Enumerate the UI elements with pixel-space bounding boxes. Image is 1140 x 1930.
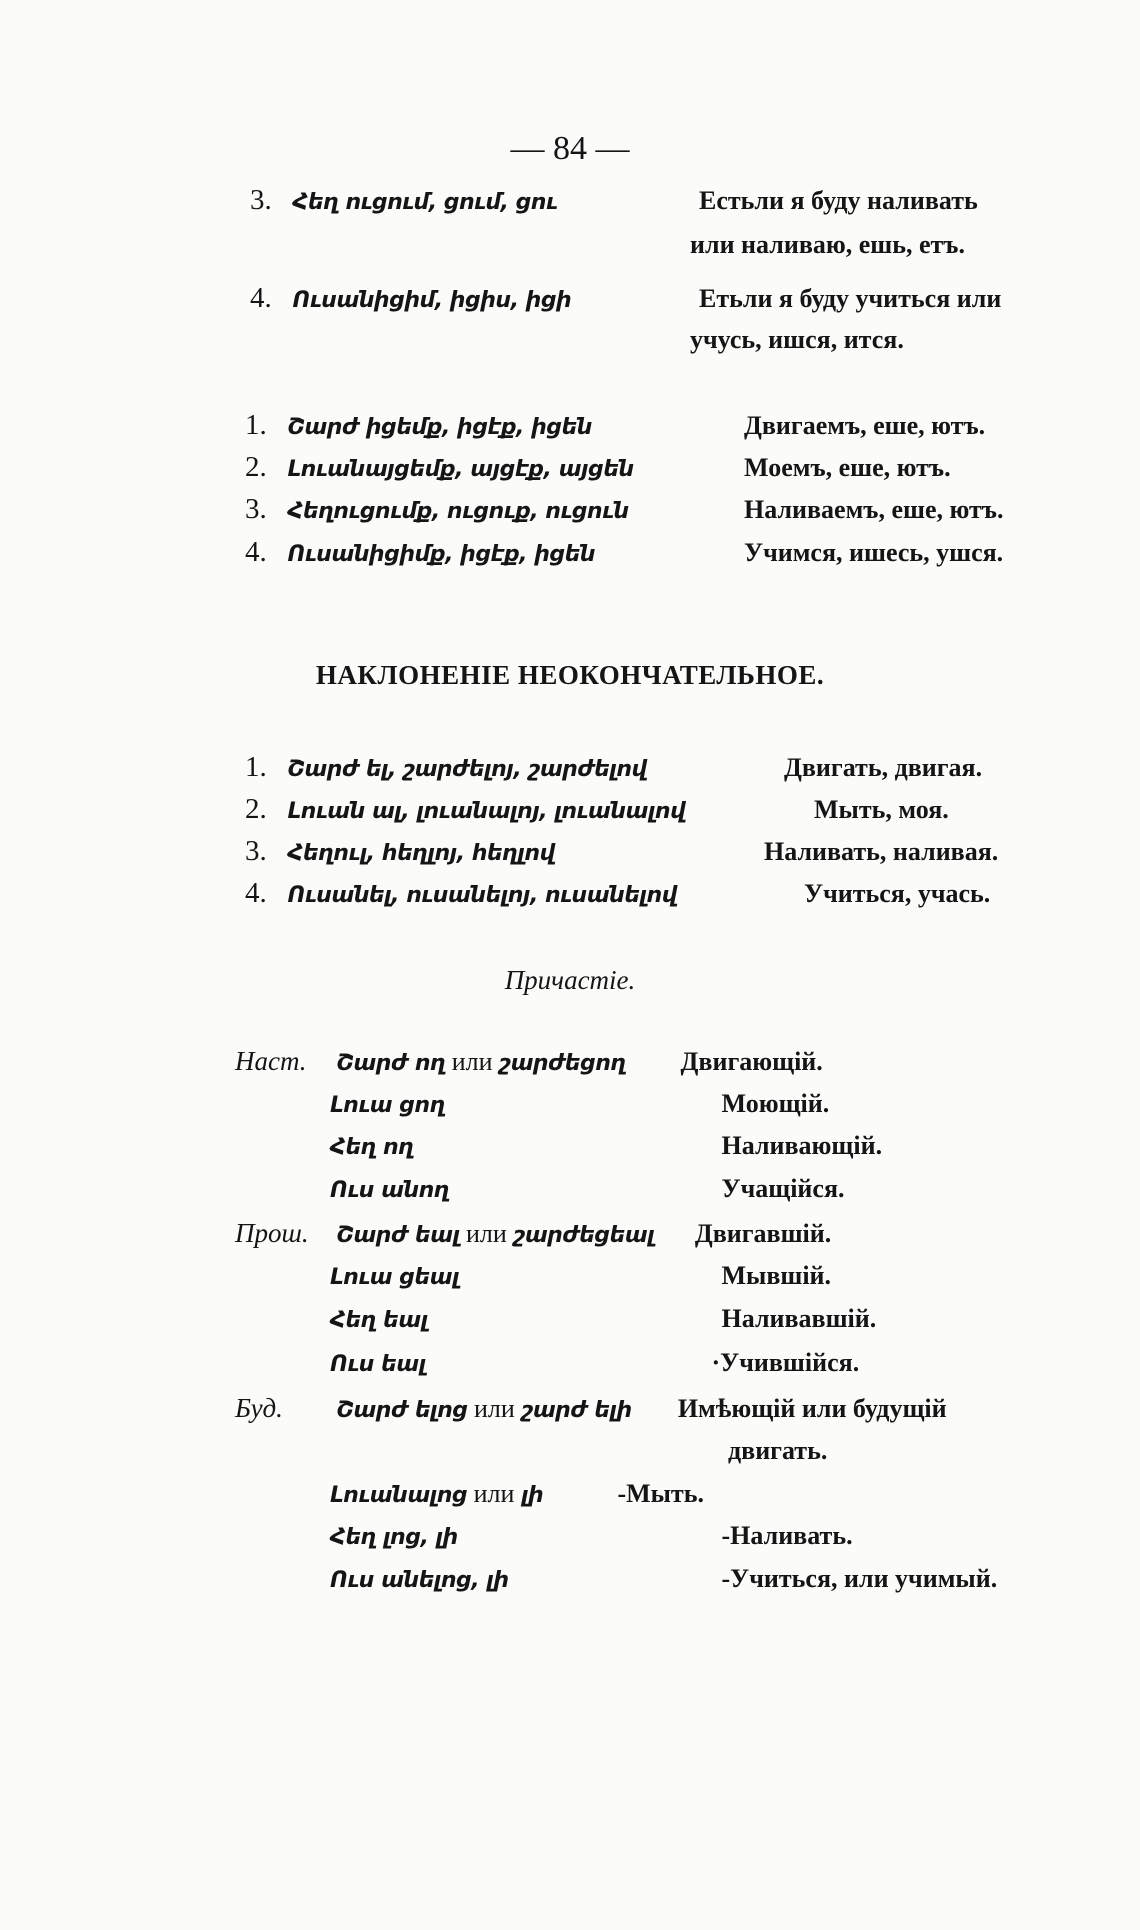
or-word: или <box>451 1047 493 1076</box>
conjugation-row <box>245 794 949 827</box>
participle-row <box>235 1218 831 1251</box>
russian-translation: Учимся, ишесь, ушся. <box>744 538 1004 567</box>
armenian-form: Լուա ցեալ <box>330 1265 460 1290</box>
russian-translation: Моющій. <box>721 1089 830 1118</box>
russian-translation: Двигаемъ, еше, ютъ. <box>744 411 986 440</box>
armenian-form-alt: շարժեցող <box>499 1051 626 1076</box>
russian-translation: Учащійся. <box>721 1174 845 1203</box>
conjugation-row <box>245 494 1003 527</box>
armenian-form: Հեղ լոց, լի <box>330 1525 458 1550</box>
row-number: 2. <box>245 451 267 483</box>
armenian-form: Լուա ցող <box>330 1093 445 1118</box>
armenian-form: Ուսանել, ուսանելոյ, ուսանելով <box>287 883 677 908</box>
russian-translation: Учиться, учась. <box>804 879 991 908</box>
armenian-form: Լուան ալ, լուանալոյ, լուանալով <box>287 799 686 824</box>
row-number: 1. <box>245 751 267 783</box>
participle-row <box>235 1046 823 1079</box>
participle-row <box>330 1089 829 1121</box>
row-number: 3. <box>250 184 272 216</box>
russian-translation: Наливающій. <box>721 1131 883 1160</box>
participle-row <box>330 1261 831 1293</box>
tense-label: Прош. <box>235 1218 309 1248</box>
russian-translation: -Учиться, или учимый. <box>721 1564 998 1593</box>
russian-translation: или наливаю, ешь, етъ. <box>690 230 965 259</box>
armenian-form: Շարժ ել, շարժելոյ, շարժելով <box>287 757 647 782</box>
page-number: — 84 — <box>510 130 630 167</box>
row-number: 3. <box>245 493 267 525</box>
participle-row <box>330 1174 845 1206</box>
participle-row <box>330 1131 882 1163</box>
conjugation-row <box>245 410 985 443</box>
or-word: или <box>474 1394 515 1423</box>
russian-translation: Двигавшій. <box>694 1219 832 1248</box>
armenian-form: Ուսանիցիմ, իցիս, իցի <box>292 288 572 313</box>
participle-row <box>330 1304 876 1336</box>
row-number: 1. <box>245 409 267 441</box>
russian-translation: Мыть, моя. <box>814 795 949 824</box>
armenian-form: Հեղ ող <box>330 1135 414 1160</box>
conjugation-row <box>245 752 982 785</box>
or-word: или <box>466 1219 507 1248</box>
conjugation-row-continuation <box>690 230 965 260</box>
russian-translation: ·Учившійся. <box>711 1348 860 1377</box>
russian-translation: Наливавшій. <box>721 1304 877 1333</box>
row-number: 2. <box>245 793 267 825</box>
russian-translation: -Мыть. <box>617 1479 704 1508</box>
row-number: 3. <box>245 835 267 867</box>
armenian-form: Հեղուլ, հեղլոյ, հեղլով <box>287 841 555 866</box>
conjugation-row <box>250 283 1001 316</box>
row-number: 4. <box>245 536 267 568</box>
participle-row <box>330 1479 704 1511</box>
armenian-form: Շարժ ելոց <box>336 1398 468 1423</box>
russian-translation: Естьли я буду наливать <box>699 186 978 215</box>
conjugation-row <box>245 452 951 485</box>
armenian-form: Լուանայցեմք, այցէք, այցեն <box>287 457 634 482</box>
russian-translation: Етьли я буду учиться или <box>699 284 1002 313</box>
row-number: 4. <box>245 877 267 909</box>
armenian-form: Ուսանիցիմք, իցէք, իցեն <box>287 542 596 567</box>
conjugation-row <box>245 537 1003 570</box>
subsection-heading: Причастіе. <box>504 965 636 995</box>
armenian-form: Ուս անող <box>330 1178 449 1203</box>
russian-translation: Моемъ, еше, ютъ. <box>744 453 951 482</box>
conjugation-row-continuation <box>690 325 904 355</box>
armenian-form: Շարժ եալ <box>336 1223 460 1248</box>
armenian-form: Հեղ եալ <box>330 1308 428 1333</box>
participle-row <box>330 1348 859 1380</box>
conjugation-row <box>245 878 990 911</box>
participle-row <box>235 1393 947 1426</box>
armenian-form: Լուանալոց <box>330 1483 468 1508</box>
row-number: 4. <box>250 282 272 314</box>
russian-translation: Двигать, двигая. <box>784 753 983 782</box>
participle-row <box>330 1564 997 1596</box>
armenian-form: Շարժ իցեմք, իցէք, իցեն <box>287 415 592 440</box>
armenian-form: Ուս եալ <box>330 1352 426 1377</box>
russian-translation: Двигающій. <box>680 1047 823 1076</box>
armenian-form: Հեղուցումք, ուցուք, ուցուն <box>287 499 629 524</box>
conjugation-row <box>250 185 978 218</box>
section-heading: НАКЛОНЕНІЕ НЕОКОНЧАТЕЛЬНОЕ. <box>315 660 825 690</box>
russian-translation: Наливаемъ, еше, ютъ. <box>744 495 1004 524</box>
russian-translation: Наливать, наливая. <box>764 837 999 866</box>
russian-translation: Имѣющій или будущій <box>677 1394 947 1423</box>
armenian-form-alt: շարժեցեալ <box>513 1223 655 1248</box>
russian-translation: Мывшій. <box>721 1261 832 1290</box>
armenian-form: Հեղ ուցում, ցում, ցու <box>292 190 558 215</box>
armenian-form-alt: շարժ ելի <box>521 1398 632 1423</box>
armenian-form: Շարժ ող <box>336 1051 446 1076</box>
tense-label: Наст. <box>235 1046 307 1076</box>
armenian-form: Ուս անելոց, լի <box>330 1568 509 1593</box>
russian-translation: -Наливать. <box>721 1521 853 1550</box>
russian-translation: учусь, ишся, ится. <box>690 325 904 354</box>
tense-label: Буд. <box>235 1393 283 1423</box>
or-word: или <box>473 1479 515 1508</box>
conjugation-row <box>245 836 998 869</box>
russian-translation: двигать. <box>728 1436 828 1465</box>
participle-row <box>330 1521 853 1553</box>
participle-row-continuation <box>728 1436 827 1466</box>
armenian-form-alt: լի <box>520 1483 544 1508</box>
